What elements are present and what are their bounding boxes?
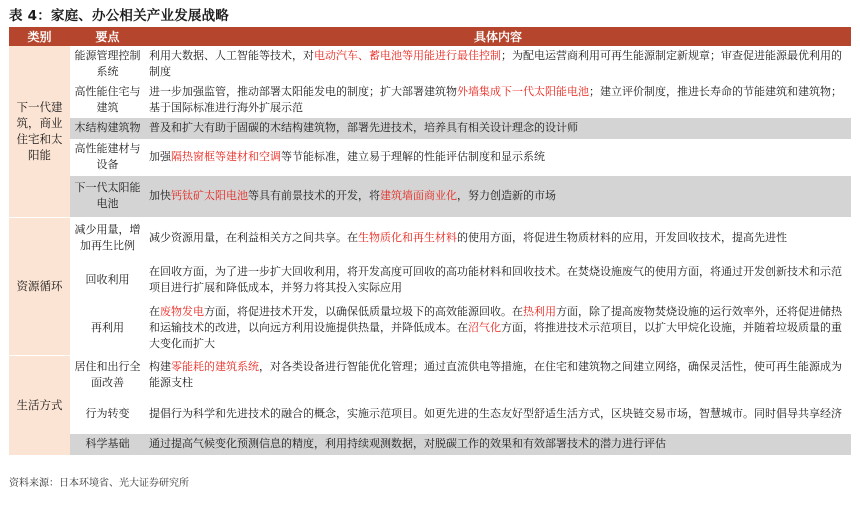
- table-row: [9, 394, 851, 433]
- row-keypoint: 再利用: [70, 300, 145, 355]
- row-content: [145, 217, 851, 259]
- row-keypoint: 行为转变: [70, 394, 145, 433]
- row-content: [145, 259, 851, 300]
- content-text: ，对各类设备进行智能优化管理；通过直流供电等措施，在住宅和建筑物之间建立网络，确保灵活性，使可再生能源成为能源支柱: [149, 359, 842, 389]
- table-row: [9, 217, 851, 259]
- table-row: [9, 259, 851, 300]
- header-keypoint: 要点: [70, 27, 145, 46]
- table-title: 表 4：家庭、办公相关产业发展战略: [9, 8, 229, 24]
- row-keypoint: 木结构建筑物: [70, 117, 145, 139]
- content-text: 的使用方面，将促进生物质材料的应用，开发回收技术，提高先进性: [457, 231, 787, 244]
- row-keypoint: 高性能建材与设备: [70, 139, 145, 175]
- row-keypoint: 科学基础: [70, 433, 145, 455]
- content-text: 普及和扩大有助于固碳的木结构建筑物，部署先进技术，培养具有相关设计理念的设计师: [149, 121, 578, 134]
- table-row: [9, 46, 851, 82]
- table-row: [9, 82, 851, 117]
- content-text: 提倡行为科学和先进技术的融合的概念，实施示范项目。如更先进的生态友好型舒适生活方式，区块链交易市场，智慧城市。同时倡导共享经济: [149, 406, 842, 420]
- header-category: 类别: [9, 27, 70, 46]
- category-buildings: 下一代建筑，商业住宅和太阳能: [9, 46, 70, 217]
- table-row: [9, 139, 851, 175]
- source-note: 资料来源：日本环境省、光大证券研究所: [9, 478, 189, 489]
- highlight-text: 外墙集成下一代太阳能电池: [457, 84, 589, 98]
- row-keypoint: 居住和出行全面改善: [70, 355, 145, 394]
- highlight-text: 热利用: [523, 304, 556, 318]
- content-text: 方面，将促进技术开发，以确保低质量垃圾下的高效能源回收。在: [204, 304, 523, 318]
- row-keypoint: 回收利用: [70, 259, 145, 300]
- row-content: [145, 46, 851, 82]
- content-text: ；建立评价制度，推进长寿命的节能建筑和建筑物；基于国际标准进行海外扩展示范: [149, 84, 842, 114]
- content-text: 在回收方面，为了进一步扩大回收利用，将开发高度可回收的高功能材料和回收技术。在焚烧设施废气的使用方面，将通过开发创新技术和示范项目进行扩展和降低成本，并努力将其投入实际应用: [149, 264, 842, 294]
- highlight-text: 电动汽车、蓄电池等用能进行最佳控制: [314, 48, 501, 62]
- highlight-text: 零能耗的建筑系统: [171, 359, 259, 373]
- content-text: 利用大数据、人工智能等技术，对: [149, 48, 314, 62]
- content-text: 等具有前景技术的开发，将: [248, 189, 380, 202]
- content-text: 加强: [149, 150, 171, 163]
- row-keypoint: 减少用量，增加再生比例: [70, 217, 145, 259]
- content-text: 方面，将推进技术示范项目，以扩大甲烷化设施，并随着垃圾质量的重大变化而扩大: [149, 320, 842, 350]
- content-text: ；为配电运营商利用可再生能源制定新规章；审查促进能源最优利用的制度: [149, 48, 842, 78]
- highlight-text: 废物发电: [160, 304, 204, 318]
- table-header-row: [9, 27, 851, 46]
- highlight-text: 建筑墙面商业化: [380, 189, 457, 202]
- row-keypoint: 高性能住宅与建筑: [70, 82, 145, 117]
- row-content: [145, 433, 851, 455]
- strategy-table: [9, 27, 851, 456]
- content-text: 进一步加强监管，推动部署太阳能发电的制度；扩大部署建筑物: [149, 84, 457, 98]
- row-keypoint: 下一代太阳能电池: [70, 175, 145, 217]
- header-content: 具体内容: [145, 27, 851, 46]
- content-text: 等节能标准，建立易于理解的性能评估制度和显示系统: [281, 150, 545, 163]
- category-resources: 资源循环: [9, 217, 70, 355]
- row-content: [145, 117, 851, 139]
- content-text: 方面，除了提高废物焚烧设施的运行效率外，还将促进储热和运输技术的改进，以向远方利用设施提供热量，并降低成本。在: [149, 304, 842, 334]
- content-text: 通过提高气候变化预测信息的精度，利用持续观测数据，对脱碳工作的效果和有效部署技术的潜力进行评估: [149, 437, 666, 450]
- row-content: [145, 139, 851, 175]
- row-content: [145, 82, 851, 117]
- row-content: [145, 394, 851, 433]
- highlight-text: 隔热窗框等建材和空调: [171, 150, 281, 163]
- highlight-text: 生物质化和再生材料: [358, 231, 457, 244]
- highlight-text: 钙钛矿太阳电池: [171, 189, 248, 202]
- content-text: 在: [149, 304, 160, 318]
- row-keypoint: 能源管理控制系统: [70, 46, 145, 82]
- row-content: [145, 355, 851, 394]
- content-text: 构建: [149, 359, 171, 373]
- table-row: [9, 117, 851, 139]
- content-text: 加快: [149, 189, 171, 202]
- table-row: [9, 175, 851, 217]
- row-content: [145, 300, 851, 355]
- row-content: [145, 175, 851, 217]
- highlight-text: 沼气化: [468, 320, 501, 334]
- table-row: [9, 433, 851, 455]
- table-row: [9, 300, 851, 355]
- content-text: 减少资源用量，在利益相关方之间共享。在: [149, 231, 358, 244]
- table-row: [9, 355, 851, 394]
- category-lifestyle: 生活方式: [9, 355, 70, 455]
- content-text: ，努力创造新的市场: [457, 189, 556, 202]
